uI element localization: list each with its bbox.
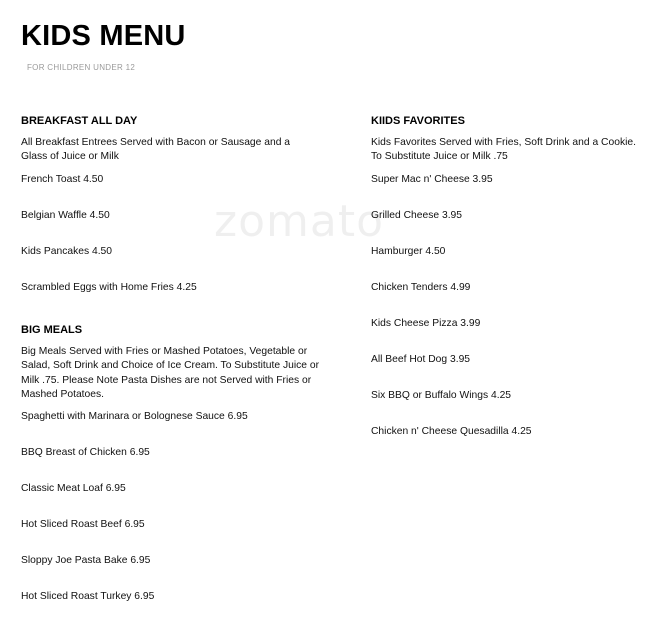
menu-item: Hamburger 4.50 bbox=[371, 245, 446, 257]
menu-item: Sloppy Joe Pasta Bake 6.95 bbox=[21, 555, 151, 567]
menu-item: Scrambled Eggs with Home Fries 4.25 bbox=[21, 281, 197, 293]
menu-item: Kids Cheese Pizza 3.99 bbox=[371, 317, 481, 329]
menu-item: Super Mac n' Cheese 3.95 bbox=[371, 173, 493, 185]
menu-item: Kids Pancakes 4.50 bbox=[21, 245, 113, 257]
page-subtitle: FOR CHILDREN UNDER 12 bbox=[27, 63, 136, 72]
section-description: Big Meals Served with Fries or Mashed Potatoes, Vegetable or Salad, Soft Drink and Choice of Ice Cream. To Substitute Juice or Milk .75. Please Note Pasta Dishes are not Served with Fries or Mashed Potatoes. bbox=[21, 345, 319, 401]
menu-item: Classic Meat Loaf 6.95 bbox=[21, 483, 126, 495]
section-breakfast bbox=[21, 114, 321, 295]
section-big-meals bbox=[21, 323, 321, 605]
section-description: All Breakfast Entrees Served with Bacon or Sausage and a Glass of Juice or Milk bbox=[21, 137, 291, 163]
menu-item: Belgian Waffle 4.50 bbox=[21, 209, 110, 221]
menu-item: Six BBQ or Buffalo Wings 4.25 bbox=[371, 389, 512, 401]
left-column bbox=[21, 114, 321, 604]
section-heading: BIG MEALS bbox=[21, 323, 83, 336]
page-title: KIDS MENU bbox=[21, 20, 186, 52]
menu-item: Spaghetti with Marinara or Bolognese Sauce 6.95 bbox=[21, 411, 248, 423]
right-column bbox=[371, 114, 641, 439]
menu-item: Chicken n' Cheese Quesadilla 4.25 bbox=[371, 425, 532, 437]
menu-item: All Beef Hot Dog 3.95 bbox=[371, 353, 471, 365]
section-heading: KIIDS FAVORITES bbox=[371, 115, 465, 127]
menu-item: Grilled Cheese 3.95 bbox=[371, 209, 463, 221]
menu-item: Chicken Tenders 4.99 bbox=[371, 281, 471, 293]
menu-item: BBQ Breast of Chicken 6.95 bbox=[21, 447, 150, 459]
section-description: Kids Favorites Served with Fries, Soft Drink and a Cookie. To Substitute Juice or Milk .75 bbox=[371, 137, 636, 163]
menu-item: French Toast 4.50 bbox=[21, 173, 104, 185]
menu-item: Hot Sliced Roast Beef 6.95 bbox=[21, 519, 145, 531]
watermark-logo: zomato bbox=[214, 196, 385, 247]
section-heading: BREAKFAST ALL DAY bbox=[21, 115, 138, 127]
menu-item: Hot Sliced Roast Turkey 6.95 bbox=[21, 591, 155, 603]
section-kids-favorites bbox=[371, 114, 641, 439]
